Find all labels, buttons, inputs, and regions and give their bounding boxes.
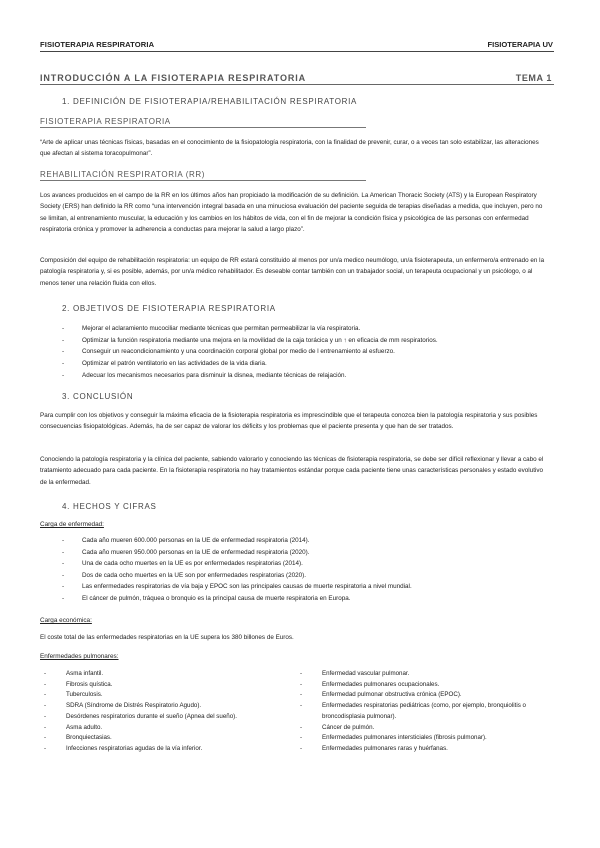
list-item: - Optimizar el patrón ventilatorio en las actividades de la vida diaria.	[62, 360, 267, 368]
list-item: - Asma infantil.	[44, 670, 104, 677]
diseases-list-right	[300, 669, 552, 755]
list-item: - Bronquiectasias.	[44, 734, 112, 742]
list-item: - Enfermedades respiratorias pediátricas (como, por ejemplo, bronquiolitis o broncodisplasia pulmonar).	[300, 702, 526, 720]
paragraph-conclusion-1: Para cumplir con los objetivos y conseguir la máxima eficacia de la fisioterapia respiratoria es imprescindible que el terapeuta conozca bien la patología respiratoria y sus posibles consecuencias fisiopatológicas. Además, ha de ser capaz de valorar los déficits y los problemas que el paciente presenta y que han de ser tratados.	[40, 412, 538, 431]
subheading-underline	[40, 180, 366, 181]
list-item: - Desórdenes respiratorios durante el sueño (Apnea del sueño).	[44, 712, 237, 720]
list-item: - Adecuar los mecanismos necesarios para disminuir la disnea, mediante técnicas de relajación.	[62, 371, 347, 379]
section-heading-objectives: 2. OBJETIVOS DE FISIOTERAPIA RESPIRATORIA	[62, 304, 276, 313]
running-header-right: FISIOTERAPIA UV	[487, 40, 553, 49]
section-heading-conclusion: 3. CONCLUSIÓN	[62, 392, 134, 401]
list-item: - Cada año mueren 600.000 personas en la UE de enfermedad respiratoria (2014).	[62, 537, 310, 544]
section-heading-definition: 1. DEFINICIÓN DE FISIOTERAPIA/REHABILITACIÓN RESPIRATORIA	[62, 97, 358, 106]
list-item: - Fibrosis quística.	[44, 680, 113, 688]
burden-label: Carga de enfermedad:	[40, 521, 104, 528]
paragraph-rr-definition: Los avances producidos en el campo de la RR en los últimos años han propiciado la modificación de su definición. La American Thoracic Society (ATS) y la European Respiratory Society (ERS) han definido la RR como “una intervención integral basada en una minuciosa evaluación del paciente seguida de terapias diseñadas a medida, que incluyen, pero no se limitan, al entrenamiento muscular, la educación y los cambios en los hábitos de vida, con el fin de mejorar la condición física y psicológica de las personas con enfermedad respiratoria crónica y promover la adherencia a conductas para mejorar la salud a largo plazo”.	[40, 192, 543, 233]
list-item: - El cáncer de pulmón, tráquea o bronquio es la principal causa de muerte respiratoria en Europa.	[62, 594, 351, 602]
list-item: - Las enfermedades respiratorias de vía baja y EPOC son las principales causas de muerte respiratoria a nivel mundial.	[62, 583, 412, 591]
page-title: INTRODUCCIÓN A LA FISIOTERAPIA RESPIRATORIA	[40, 73, 307, 83]
header-divider	[40, 51, 554, 52]
diseases-label: Enfermedades pulmonares:	[40, 653, 119, 660]
list-item: - Conseguir un reacondicionamiento y una coordinación corporal global por medio de l entrenamiento al esfuerzo.	[62, 348, 395, 356]
list-item: - Mejorar el aclaramiento mucociliar mediante técnicas que permitan permeabilizar la vía respiratoria.	[62, 325, 361, 332]
section-heading-facts: 4. HECHOS Y CIFRAS	[62, 502, 157, 511]
paragraph-conclusion-2: Conociendo la patología respiratoria y la clínica del paciente, sabiendo valorarlo y conociendo las técnicas de fisioterapia respiratoria, se debe ser difícil reflexionar y llevar a cabo el tratamiento adecuado para cada paciente. En la fisioterapia respiratoria no hay tratamientos estándar porque cada paciente tiene unas características personales y estado evolutivo de la enfermedad.	[40, 456, 544, 486]
economic-text: El coste total de las enfermedades respiratorias en la UE supera los 380 billones de Euros.	[40, 634, 294, 641]
paragraph-team-composition: Composición del equipo de rehabilitación respiratoria: un equipo de RR estará constituido al menos por un/a medico neumólogo, un/a fisioterapeuta, un enfermero/a entrenado en la patología respiratoria y, si es posible, además, por un/a médico rehabilitador. Es deseable contar también con un trabajador social, un terapeuta ocupacional y un psicólogo, o al menos tener una relación fluida con ellos.	[40, 257, 545, 287]
list-item: - SDRA (Síndrome de Distrés Respiratorio Agudo).	[44, 702, 202, 710]
diseases-list-left	[44, 669, 299, 755]
running-header-left: FISIOTERAPIA RESPIRATORIA	[40, 40, 155, 49]
list-item: - Dos de cada ocho muertes en la UE son por enfermedades respiratorias (2020).	[62, 571, 307, 579]
burden-list	[62, 535, 412, 605]
subheading-underline	[40, 127, 366, 128]
list-item: - Asma adulto.	[44, 723, 103, 731]
list-item: - Cáncer de pulmón.	[300, 723, 375, 731]
list-item: - Cada año mueren 950.000 personas en la UE de enfermedad respiratoria (2020).	[62, 548, 310, 556]
list-item: - Enfermedad vascular pulmonar.	[300, 670, 410, 677]
subheading-fisioterapia: FISIOTERAPIA RESPIRATORIA	[40, 117, 171, 126]
list-item: - Tuberculosis.	[44, 691, 103, 699]
economic-label: Carga económica:	[40, 617, 92, 624]
list-item: - Optimizar la función respiratoria mediante una mejora en la movilidad de la caja torácica y un ↑ en eficacia de mm respiratorios.	[62, 336, 438, 344]
list-item: - Enfermedades pulmonares raras y huérfanas.	[300, 744, 448, 752]
list-item: - Infecciones respiratorias agudas de la vía inferior.	[44, 744, 203, 752]
definition-quote: “Arte de aplicar unas técnicas físicas, basadas en el conocimiento de la fisiopatología respiratoria, con la finalidad de prevenir, curar, o a veces tan solo estabilizar, las alteraciones que afectan al sistema toracopulmonar”.	[40, 139, 539, 158]
topic-number: TEMA 1	[515, 73, 552, 83]
list-item: - Una de cada ocho muertes en la UE es por enfermedades respiratorias (2014).	[62, 560, 303, 568]
list-item: - Enfermedad pulmonar obstructiva crónica (EPOC).	[300, 691, 462, 699]
objectives-list	[62, 323, 438, 382]
list-item: - Enfermedades pulmonares ocupacionales.	[300, 680, 440, 688]
subheading-rehabilitacion: REHABILITACIÓN RESPIRATORIA (RR)	[40, 170, 206, 179]
list-item: - Enfermedades pulmonares intersticiales (fibrosis pulmonar).	[300, 734, 487, 742]
title-divider	[40, 84, 554, 85]
